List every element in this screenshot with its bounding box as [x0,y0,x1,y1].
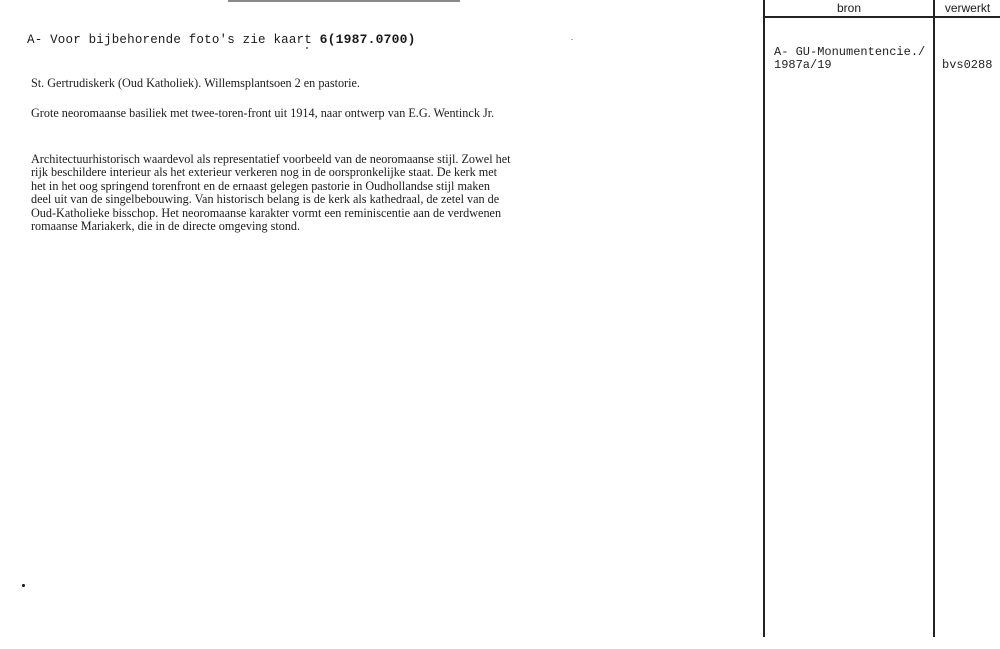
paragraph-description: Grote neoromaanse basiliek met twee-toren-front uit 1914, naar ontwerp van E.G. Wentinck Jr. [31,106,495,120]
column-divider-left [763,0,765,637]
scan-speck [306,47,308,49]
verwerkt-value: bvs0288 [942,58,993,72]
scan-speck [571,39,573,40]
verwerkt-column-header: verwerkt [944,1,991,15]
photo-reference-number: 6(1987.0700) [319,32,416,47]
column-divider-right [933,0,935,637]
paragraph-title: St. Gertrudiskerk (Oud Katholiek). Willemsplantsoen 2 en pastorie. [31,76,360,90]
bron-value: A- GU-Monumentencie./ 1987a/19 [774,45,926,72]
header-rule [763,16,1000,18]
scan-speck [22,584,25,587]
photo-reference-line [27,32,416,47]
photo-reference-prefix: A- Voor bijbehorende foto's zie kaart [27,33,320,47]
paragraph-valuation: Architectuurhistorisch waardevol als representatief voorbeeld van de neoromaanse stijl. Zowel het rijk beschildere interieur als het exterieur verkeren nog in de oorspronkelijke staat. De kerk met het in het oog springend torenfront en de ernaast gelegen pastorie in Oudhollandse stijl maken deel uit van de singelbebouwing. Van historisch belang is de kerk als kathedraal, de zetel van de Oud-Katholieke bisschop. Het neoromaanse karakter vormt een reminiscentie aan de verdwenen romaanse Mariakerk, die in de directe omgeving stond. [31,152,511,234]
bron-column-header: bron [836,1,862,15]
top-edge-rule [228,0,460,2]
